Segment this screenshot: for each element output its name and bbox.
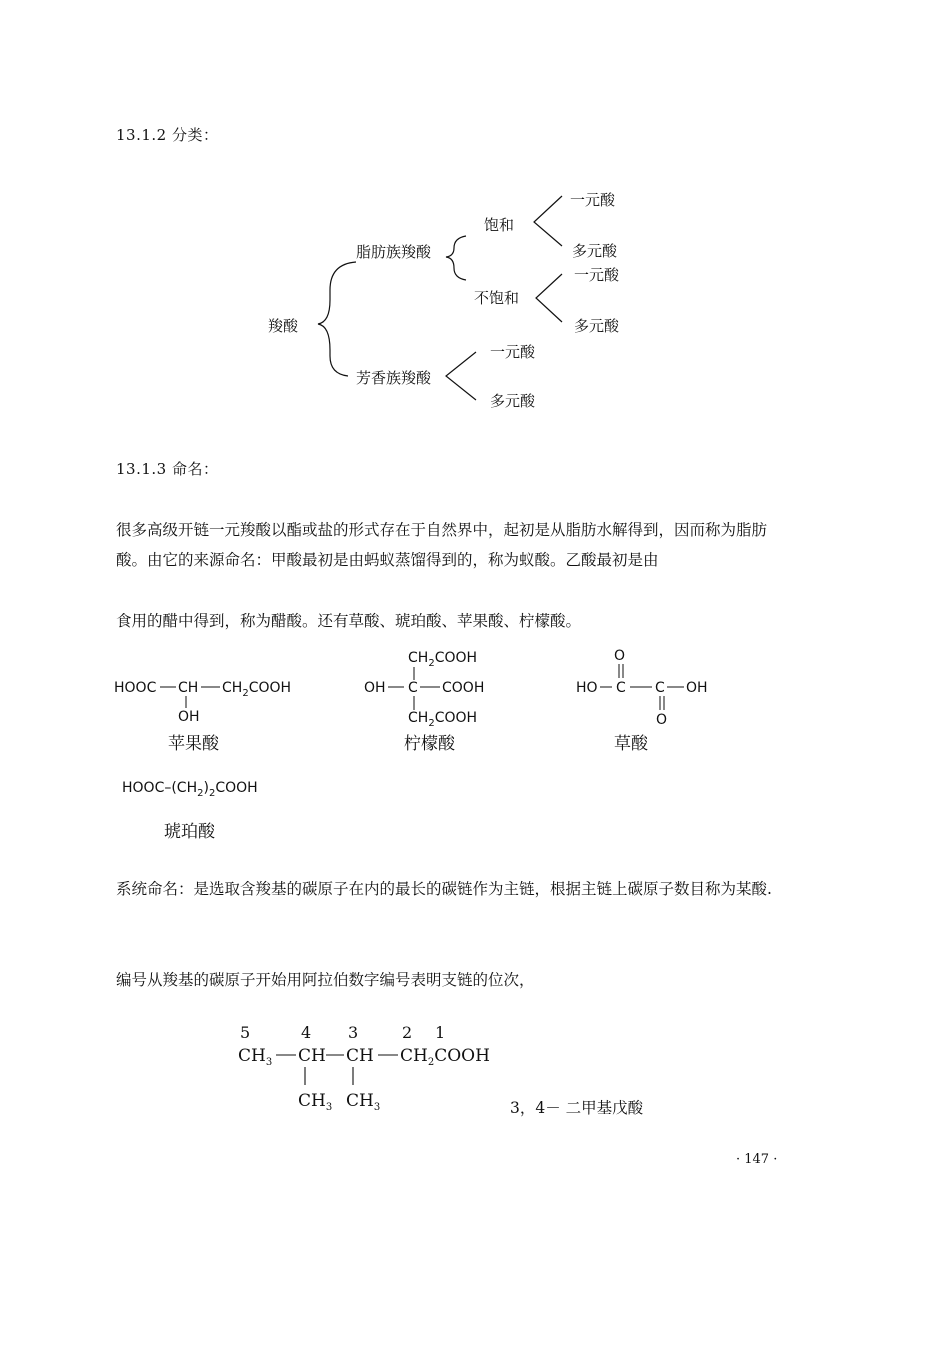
citric-acid-structure bbox=[364, 650, 484, 754]
malic-acid-structure bbox=[114, 680, 291, 754]
succinic-acid-structure bbox=[122, 780, 258, 842]
tree-root-label: 羧酸 bbox=[268, 317, 299, 335]
carbon-number-5: 5 bbox=[240, 1023, 251, 1042]
malic-acid-name: 苹果酸 bbox=[168, 734, 219, 754]
page-number: · 147 · bbox=[736, 1152, 778, 1167]
oxalic-acid-name: 草酸 bbox=[614, 734, 648, 754]
aromatic-brace bbox=[446, 352, 476, 400]
tree-unsat-mono: 一元酸 bbox=[574, 266, 620, 284]
citric-top: $CH_2COOH$ bbox=[408, 650, 478, 669]
example-c5: $CH_3$ bbox=[238, 1046, 273, 1068]
citric-c: C bbox=[408, 680, 418, 696]
tree-aromatic-label: 芳香族羧酸 bbox=[356, 369, 432, 387]
carbon-number-1: 1 bbox=[435, 1023, 446, 1042]
structures-row bbox=[0, 640, 952, 860]
tree-sat-poly: 多元酸 bbox=[572, 242, 618, 260]
citric-cooh: COOH bbox=[442, 680, 485, 696]
example-c2-c1: $CH_2COOH$ bbox=[400, 1046, 490, 1068]
citric-bottom: $CH_2COOH$ bbox=[408, 710, 478, 729]
example-c3: CH bbox=[346, 1046, 374, 1066]
oxalic-c1: C bbox=[616, 680, 626, 696]
example-compound-name: 3，4－ 二甲基戊酸 bbox=[510, 1099, 644, 1117]
oxalic-o-bottom: O bbox=[656, 712, 668, 728]
oxalic-acid-structure bbox=[576, 648, 708, 754]
tree-arom-mono: 一元酸 bbox=[490, 343, 536, 361]
paragraph-systematic-naming: 系统命名：是选取含羧基的碳原子在内的最长的碳链作为主链，根据主链上碳原子数目称为某酸. bbox=[116, 880, 772, 898]
classification-tree bbox=[0, 0, 952, 440]
tree-aliphatic-label: 脂肪族羧酸 bbox=[356, 243, 432, 261]
malic-hooc: HOOC bbox=[114, 680, 157, 696]
malic-oh: OH bbox=[178, 709, 200, 725]
malic-ch2: $CH_2COOH$ bbox=[222, 680, 292, 699]
example-structure bbox=[0, 1015, 952, 1125]
saturated-brace bbox=[534, 196, 562, 246]
example-methyl-1: $CH_3$ bbox=[298, 1091, 333, 1113]
oxalic-o-top: O bbox=[614, 648, 626, 664]
tree-arom-poly: 多元酸 bbox=[490, 392, 536, 410]
citric-oh: OH bbox=[364, 680, 386, 696]
carbon-number-4: 4 bbox=[301, 1023, 312, 1042]
oxalic-oh: OH bbox=[686, 680, 708, 696]
example-methyl-2: $CH_3$ bbox=[346, 1091, 381, 1113]
tree-unsaturated-label: 不饱和 bbox=[474, 289, 520, 307]
succinic-formula: HOOC–$(CH_2)_2COOH$ bbox=[122, 780, 258, 799]
malic-ch: CH bbox=[178, 680, 199, 696]
carbon-number-3: 3 bbox=[348, 1023, 359, 1042]
example-c4: CH bbox=[298, 1046, 326, 1066]
section-heading-naming: 13.1.3 命名： bbox=[116, 460, 219, 478]
carbon-number-2: 2 bbox=[402, 1023, 413, 1042]
tree-sat-mono: 一元酸 bbox=[570, 191, 616, 209]
unsaturated-brace bbox=[536, 274, 562, 322]
oxalic-ho: HO bbox=[576, 680, 598, 696]
oxalic-c2: C bbox=[655, 680, 665, 696]
section-heading-classification: 13.1.2 分类： bbox=[116, 126, 219, 144]
tree-saturated-label: 饱和 bbox=[484, 216, 515, 234]
aliphatic-brace bbox=[446, 236, 466, 280]
citric-acid-name: 柠檬酸 bbox=[404, 734, 455, 754]
succinic-acid-name: 琥珀酸 bbox=[164, 822, 215, 842]
root-brace bbox=[318, 262, 356, 376]
paragraph-numbering: 编号从羧基的碳原子开始用阿拉伯数字编号表明支链的位次， bbox=[116, 971, 535, 989]
paragraph-fatty-acid-origin: 很多高级开链一元羧酸以酯或盐的形式存在于自然界中，起初是从脂肪水解得到，因而称为脂肪酸。由它的来源命名：甲酸最初是由蚂蚁蒸馏得到的，称为蚁酸。乙酸最初是由 bbox=[116, 521, 768, 569]
tree-unsat-poly: 多元酸 bbox=[574, 317, 620, 335]
paragraph-common-acids: 食用的醋中得到，称为醋酸。还有草酸、琥珀酸、苹果酸、柠檬酸。 bbox=[116, 612, 582, 630]
